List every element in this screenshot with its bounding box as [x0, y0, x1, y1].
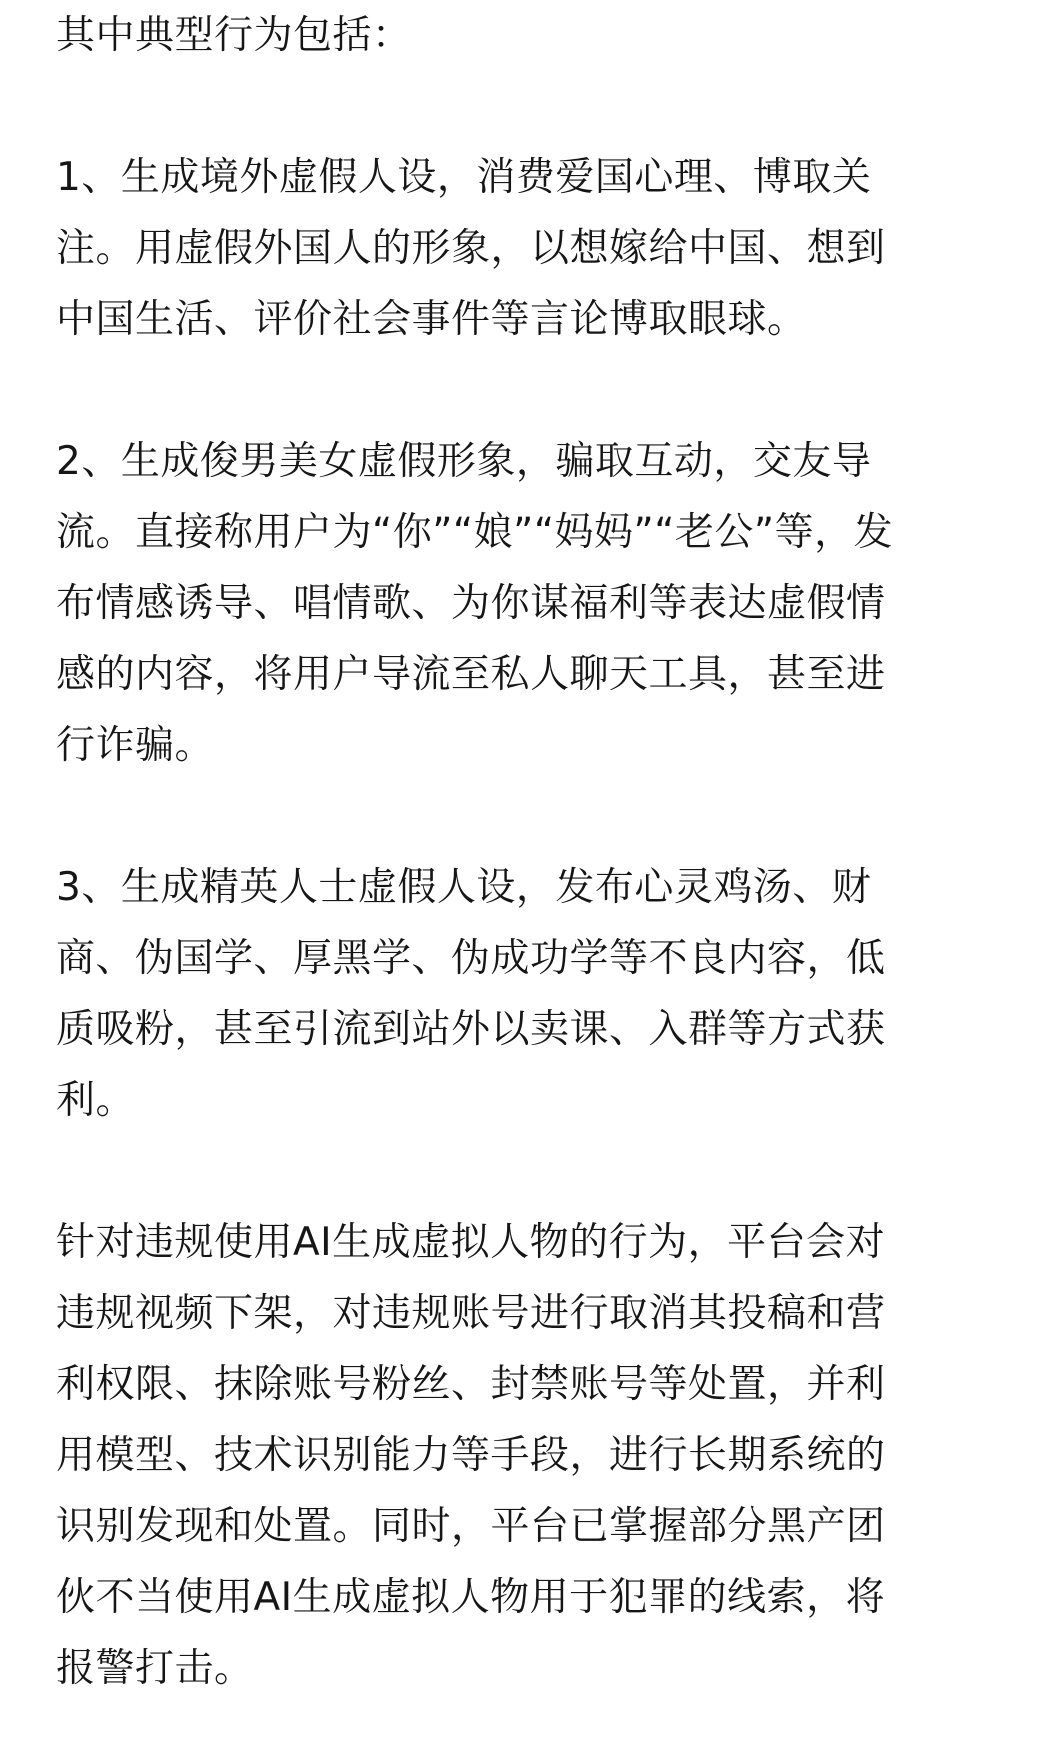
list-item-2-line-4: 感的内容，将用户导流至私人聊天工具，甚至进	[56, 652, 886, 697]
list-item-3-line-1: 3、生成精英人士虚假人设，发布心灵鸡汤、财	[56, 865, 872, 910]
paragraph-gap	[56, 781, 1016, 852]
list-item-2	[56, 426, 1016, 781]
list-item-2-line-3: 布情感诱导、唱情歌、为你谋福利等表达虚假情	[56, 581, 886, 626]
closing-line-1: 针对违规使用AI生成虚拟人物的行为，平台会对	[56, 1220, 886, 1265]
paragraph-gap	[56, 355, 1016, 426]
article-body	[56, 0, 1016, 1704]
list-item-1-line-1: 1、生成境外虚假人设，消费爱国心理、博取关	[56, 155, 872, 200]
list-item-1-line-3: 中国生活、评价社会事件等言论博取眼球。	[56, 297, 807, 342]
paragraph-gap	[56, 1136, 1016, 1207]
closing-line-2: 违规视频下架，对违规账号进行取消其投稿和营	[56, 1291, 886, 1336]
list-item-2-line-2: 流。直接称用户为“你”“娘”“妈妈”“老公”等，发	[56, 510, 894, 555]
closing-paragraph	[56, 1207, 1016, 1704]
list-item-3-line-2: 商、伪国学、厚黑学、伪成功学等不良内容，低	[56, 936, 886, 981]
list-item-1	[56, 142, 1016, 355]
list-item-3	[56, 852, 1016, 1136]
closing-line-7: 报警打击。	[56, 1646, 254, 1691]
list-item-2-line-5: 行诈骗。	[56, 723, 215, 768]
list-item-3-line-4: 利。	[56, 1078, 136, 1123]
closing-line-6: 伙不当使用AI生成虚拟人物用于犯罪的线索，将	[56, 1575, 886, 1620]
list-item-3-line-3: 质吸粉，甚至引流到站外以卖课、入群等方式获	[56, 1007, 886, 1052]
closing-line-5: 识别发现和处置。同时，平台已掌握部分黑产团	[56, 1504, 886, 1549]
closing-line-3: 利权限、抹除账号粉丝、封禁账号等处置，并利	[56, 1362, 886, 1407]
closing-line-4: 用模型、技术识别能力等手段，进行长期系统的	[56, 1433, 886, 1478]
list-item-1-line-2: 注。用虚假外国人的形象，以想嫁给中国、想到	[56, 226, 886, 271]
intro-text: 其中典型行为包括：	[56, 13, 412, 58]
list-item-2-line-1: 2、生成俊男美女虚假形象，骗取互动，交友导	[56, 439, 872, 484]
paragraph-gap	[56, 71, 1016, 142]
